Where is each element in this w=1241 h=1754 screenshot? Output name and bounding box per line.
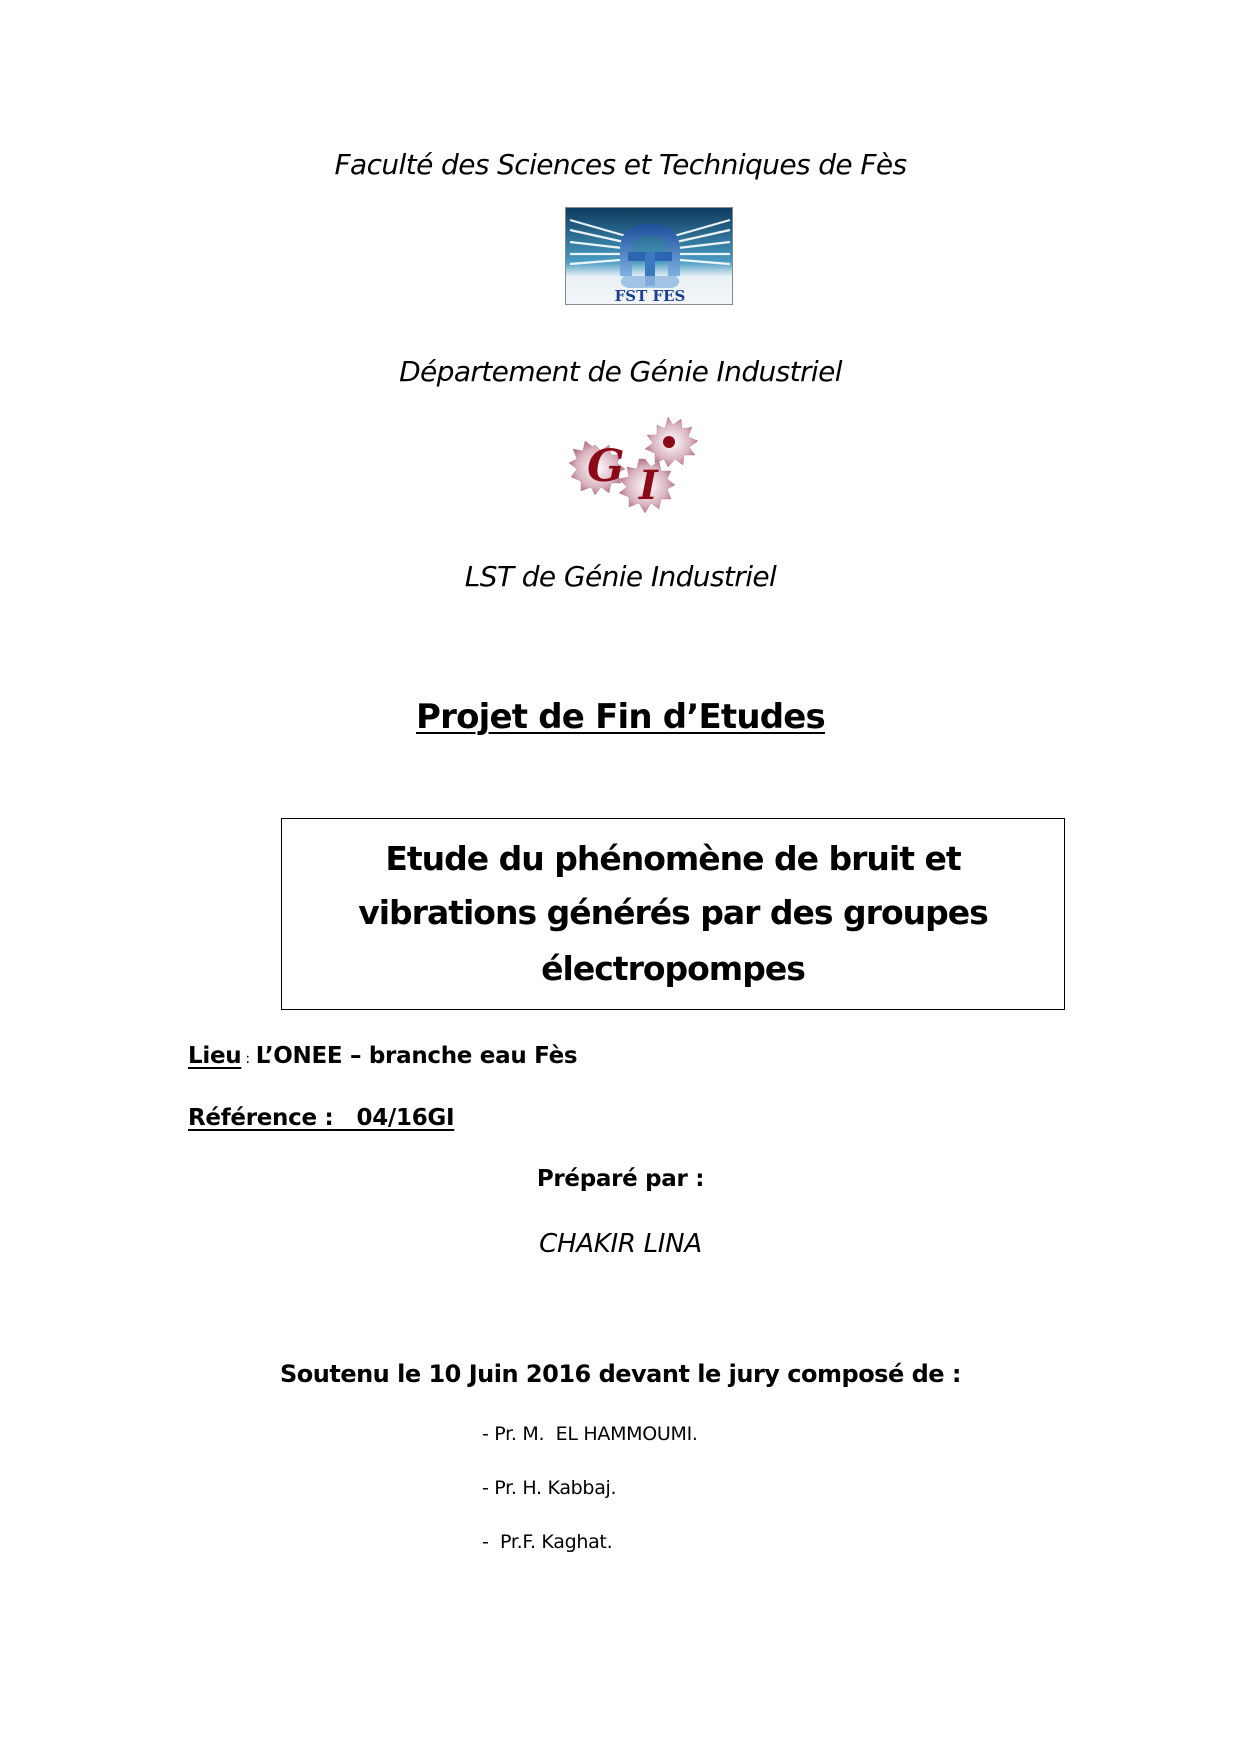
jury-member: - Pr. M. EL HAMMOUMI. <box>482 1423 698 1445</box>
reference-label: Référence : <box>188 1105 334 1131</box>
location-line <box>188 1043 577 1069</box>
location-label: Lieu <box>188 1043 242 1069</box>
reference-spacer <box>333 1105 356 1131</box>
program-heading: LST de Génie Industriel <box>464 560 777 593</box>
location-separator: : <box>245 1051 250 1067</box>
jury-member: - Pr.F. Kaghat. <box>482 1531 613 1553</box>
author-name: CHAKIR LINA <box>539 1229 702 1259</box>
defense-statement: Soutenu le 10 Juin 2016 devant le jury composé de : <box>279 1360 962 1388</box>
faculty-heading: Faculté des Sciences et Techniques de Fès <box>334 148 907 181</box>
prepared-by-label: Préparé par : <box>536 1166 705 1192</box>
svg-text:I: I <box>639 462 658 509</box>
reference-value: 04/16GI <box>356 1105 455 1131</box>
document-type-heading <box>0 697 1241 737</box>
document-type-text: Projet de Fin d’Etudes <box>416 697 825 737</box>
project-title-line-1: Etude du phénomène de bruit et <box>385 839 961 878</box>
svg-text:FST FES: FST FES <box>614 287 686 305</box>
project-title-line-3: électropompes <box>541 949 805 988</box>
gi-gears-icon <box>565 415 705 530</box>
project-title-line-2: vibrations générés par des groupes <box>358 893 988 932</box>
genie-industriel-logo <box>565 415 705 530</box>
jury-member: - Pr. H. Kabbaj. <box>482 1477 617 1499</box>
fst-fes-logo <box>565 207 733 305</box>
project-title-box <box>281 818 1065 1010</box>
svg-text:G: G <box>587 441 625 492</box>
department-heading: Département de Génie Industriel <box>399 355 842 388</box>
reference-line <box>188 1105 454 1131</box>
fst-fes-emblem-icon <box>566 208 733 305</box>
location-value: L’ONEE – branche eau Fès <box>255 1043 578 1069</box>
